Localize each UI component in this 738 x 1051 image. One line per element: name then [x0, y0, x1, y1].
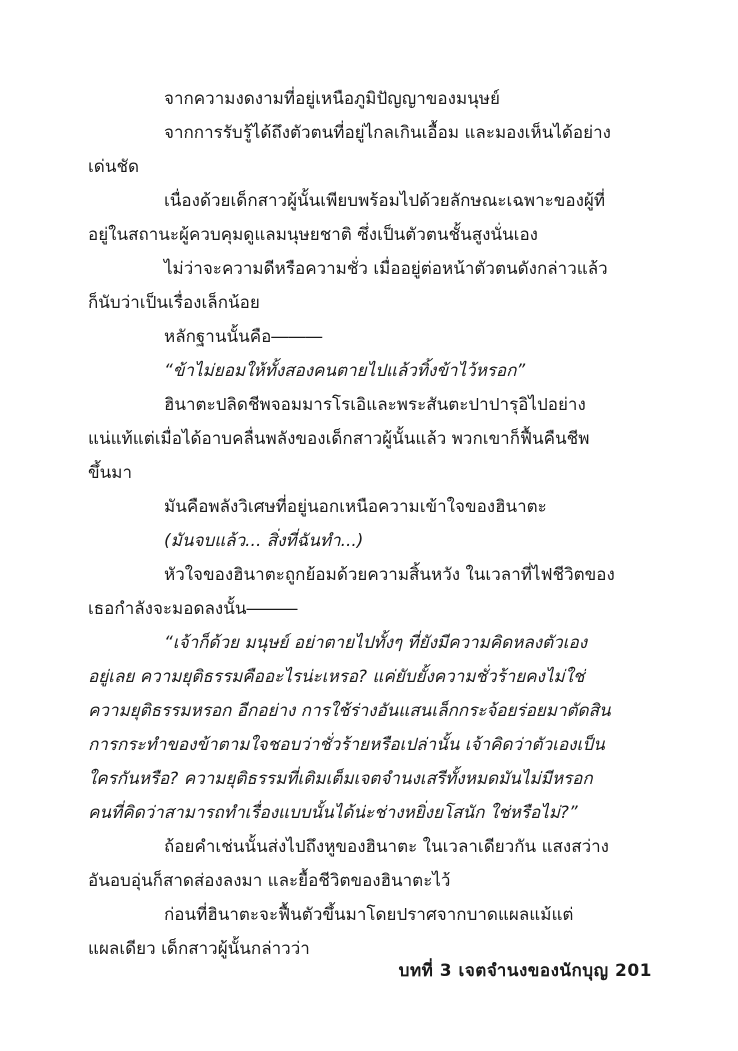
text-line: ก่อนที่ฮินาตะจะฟื้นตัวขึ้นมาโดยปราศจากบาดแผลแม้แต่: [164, 905, 574, 925]
text-line: ก็นับว่าเป็นเรื่องเล็กน้อย: [88, 293, 260, 313]
dialogue-line: ความยุติธรรมหรอก อีกอย่าง การใช้ร่างอันแสนเล็กกระจ้อยร่อยมาตัดสิน: [88, 701, 611, 721]
dialogue-line: ใครกันหรือ? ความยุติธรรมที่เติมเต็มเจตจำนงเสรีทั้งหมดมันไม่มีหรอก: [88, 769, 593, 789]
text-line: อยู่ในสถานะผู้ควบคุมดูแลมนุษยชาติ ซึ่งเป็นตัวตนชั้นสูงนั่นเอง: [88, 225, 538, 245]
dialogue-line: “เจ้าก็ด้วย มนุษย์ อย่าตายไปทั้งๆ ที่ยังมีความคิดหลงตัวเอง: [164, 633, 587, 653]
text-line: ขึ้นมา: [88, 463, 132, 483]
page-footer-running-head: บทที่ 3 เจตจำนงของนักบุญ 201: [398, 961, 652, 981]
dialogue-line: (มันจบแล้ว... สิ่งที่ฉันทำ...): [164, 531, 364, 551]
text-line: แน่แท้แต่เมื่อได้อาบคลื่นพลังของเด็กสาวผู้นั้นแล้ว พวกเขาก็ฟื้นคืนชีพ: [88, 429, 590, 449]
text-line: เธอกำลังจะมอดลงนั้น―――: [88, 599, 298, 619]
text-line: หัวใจของฮินาตะถูกย้อมด้วยความสิ้นหวัง ในเวลาที่ไฟชีวิตของ: [164, 565, 615, 585]
text-line: จากความงดงามที่อยู่เหนือภูมิปัญญาของมนุษย์: [164, 89, 500, 109]
dialogue-line: อยู่เลย ความยุติธรรมคืออะไรน่ะเหรอ? แค่ยับยั้งความชั่วร้ายคงไม่ใช่: [88, 667, 585, 687]
text-line: ถ้อยคำเช่นนั้นส่งไปถึงหูของฮินาตะ ในเวลาเดียวกัน แสงสว่าง: [164, 837, 609, 857]
text-line: มันคือพลังวิเศษที่อยู่นอกเหนือความเข้าใจของฮินาตะ: [164, 497, 547, 517]
dialogue-line: การกระทำของข้าตามใจชอบว่าชั่วร้ายหรือเปล่านั้น เจ้าคิดว่าตัวเองเป็น: [88, 735, 605, 755]
text-line: แผลเดียว เด็กสาวผู้นั้นกล่าวว่า: [88, 939, 310, 959]
dialogue-line: “ข้าไม่ยอมให้ทั้งสองคนตายไปแล้วทิ้งข้าไว้หรอก”: [164, 361, 526, 381]
text-line: ไม่ว่าจะความดีหรือความชั่ว เมื่ออยู่ต่อหน้าตัวตนดังกล่าวแล้ว: [164, 259, 608, 279]
text-line: หลักฐานนั้นคือ―――: [164, 327, 323, 347]
text-line: อันอบอุ่นก็สาดส่องลงมา และยื้อชีวิตของฮินาตะไว้: [88, 871, 451, 891]
body-text: [88, 82, 653, 966]
text-line: เด่นชัด: [88, 157, 140, 177]
text-line: จากการรับรู้ได้ถึงตัวตนที่อยู่ไกลเกินเอื้อม และมองเห็นได้อย่าง: [164, 123, 611, 143]
text-line: เนื่องด้วยเด็กสาวผู้นั้นเพียบพร้อมไปด้วยลักษณะเฉพาะของผู้ที่: [164, 191, 606, 211]
text-line: ฮินาตะปลิดชีพจอมมารโรเอิและพระสันตะปาปารุอิไปอย่าง: [164, 395, 586, 415]
dialogue-line: คนที่คิดว่าสามารถทำเรื่องแบบนั้นได้น่ะช่างหยิ่งยโสนัก ใช่หรือไม่?”: [88, 803, 578, 823]
